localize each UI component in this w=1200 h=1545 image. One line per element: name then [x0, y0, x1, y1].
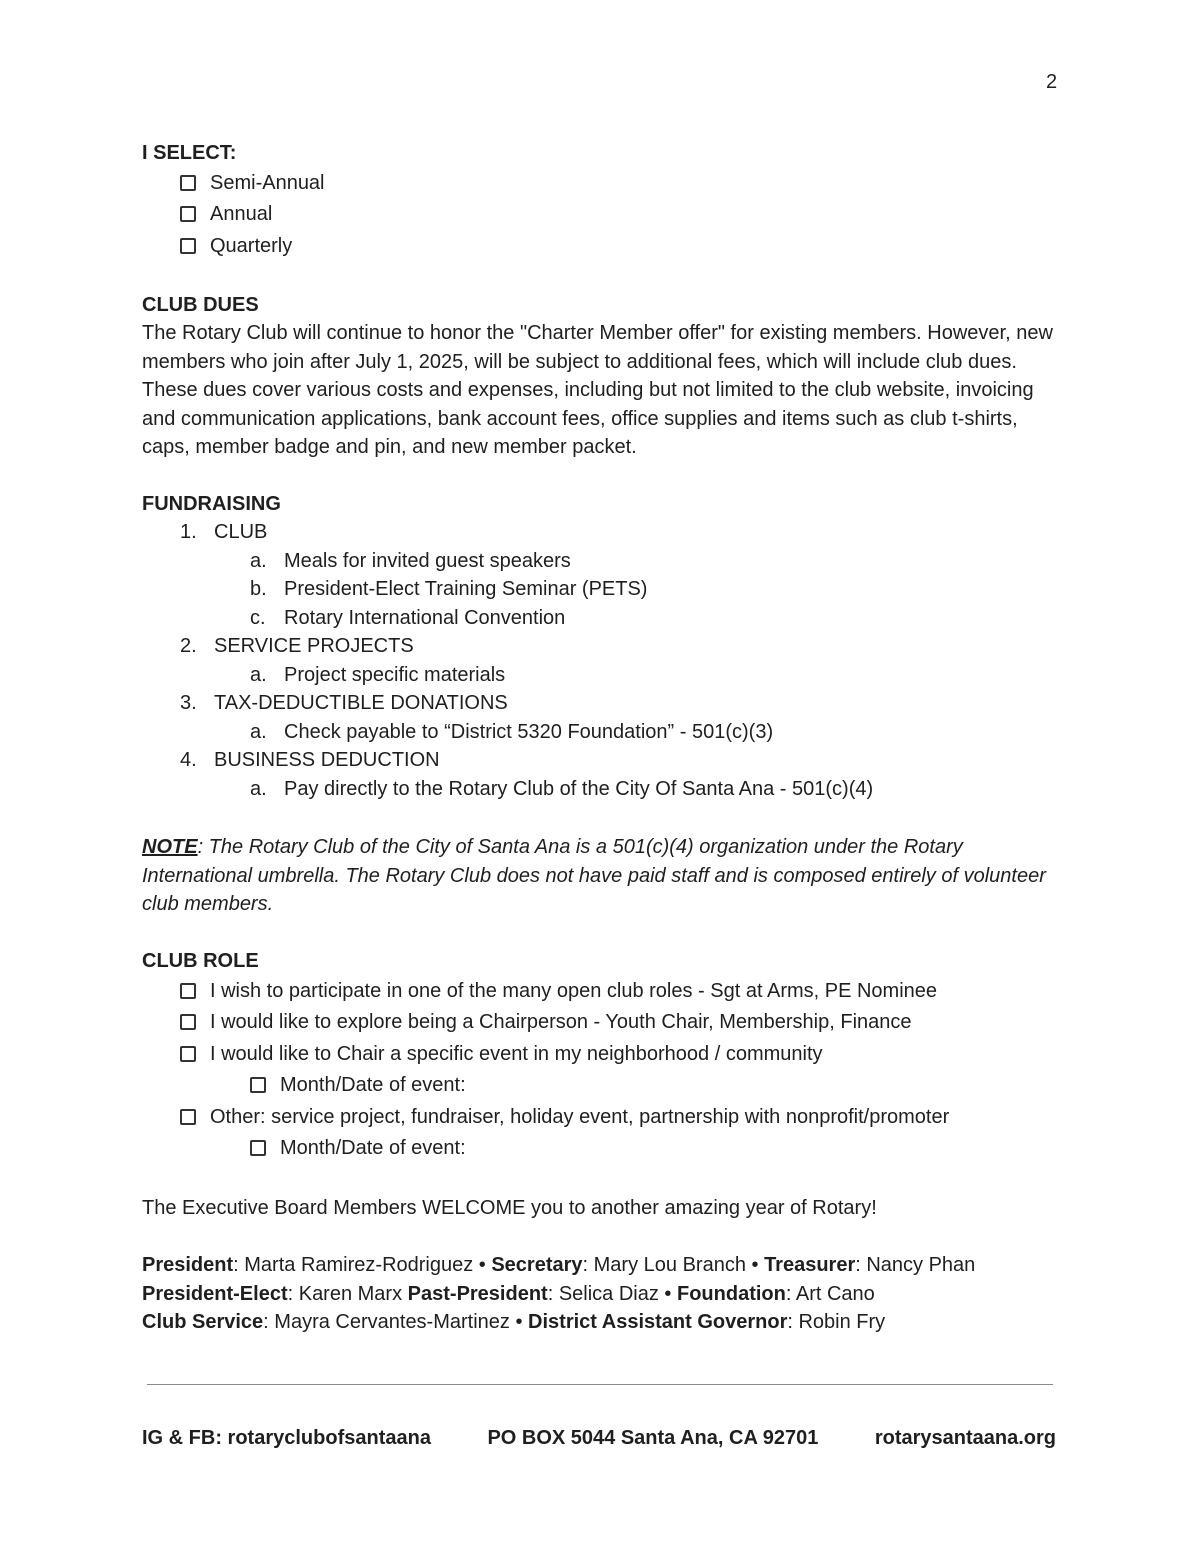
officer-role: Past-President: [407, 1282, 548, 1305]
list-letter: a.: [250, 549, 267, 572]
option-label: Other: service project, fundraiser, holiday event, partnership with nonprofit/promoter: [210, 1105, 950, 1128]
footer: [142, 1424, 1056, 1452]
list-label: Check payable to “District 5320 Foundation” - 501(c)(3): [284, 720, 774, 743]
list-label: TAX-DEDUCTIBLE DONATIONS: [214, 692, 508, 715]
checkbox[interactable]: [180, 238, 196, 254]
officer-role: President: [142, 1254, 234, 1276]
note-section: [142, 833, 1062, 919]
list-label: Rotary International Convention: [284, 606, 566, 629]
select-heading: I SELECT:: [142, 142, 237, 164]
option-label: Month/Date of event:: [280, 1074, 466, 1097]
list-item: [142, 518, 1062, 547]
note-label: NOTE: [142, 836, 198, 858]
footer-website: rotarysantaana.org: [874, 1427, 1056, 1449]
officers-line: [142, 1251, 1062, 1280]
officer-name: : Marta Ramirez-Rodriguez •: [233, 1254, 492, 1276]
officer-name: : Mary Lou Branch •: [582, 1254, 765, 1276]
checkbox[interactable]: [180, 1046, 196, 1062]
list-number: 2.: [180, 635, 197, 658]
officer-role: District Assistant Governor: [528, 1311, 788, 1333]
list-number: 4.: [180, 749, 197, 772]
list-label: President-Elect Training Seminar (PETS): [284, 578, 648, 601]
list-item: [142, 632, 1062, 661]
sub-list-item: [142, 547, 1062, 576]
role-option[interactable]: [142, 1101, 1062, 1133]
list-label: BUSINESS DEDUCTION: [214, 749, 440, 772]
officers-line: [142, 1280, 1062, 1309]
club-dues-text: The Rotary Club will continue to honor the "Charter Member offer" for existing members. However, new members who join after July 1, 2025, will be subject to additional fees, which will include club dues. These dues cover various costs and expenses, including but not limited to the club website, invoicing and communication applications, bank account fees, office supplies and items such as club t-shirts, caps, member badge and pin, and new member packet.: [142, 322, 1053, 458]
note-text: [142, 833, 1062, 919]
list-number: 3.: [180, 692, 197, 715]
footer-address: PO BOX 5044 Santa Ana, CA 92701: [487, 1427, 819, 1449]
option-label: I would like to Chair a specific event in my neighborhood / community: [210, 1042, 823, 1065]
officer-name: : Mayra Cervantes-Martinez •: [263, 1311, 529, 1333]
role-option[interactable]: [142, 1007, 1062, 1039]
select-section: [142, 139, 1062, 262]
list-letter: a.: [250, 720, 267, 743]
option-semi-annual[interactable]: [142, 167, 1062, 199]
officer-name: : Art Cano: [785, 1282, 875, 1305]
note-body: : The Rotary Club of the City of Santa Ana is a 501(c)(4) organization under the Rotary International umbrella. The Rotary Club does not have paid staff and is composed entirely of volunteer club members.: [142, 836, 1046, 915]
footer-social: IG & FB: rotaryclubofsantaana: [142, 1427, 431, 1449]
checkbox[interactable]: [250, 1140, 266, 1156]
option-annual[interactable]: [142, 199, 1062, 231]
event-date-option[interactable]: [142, 1133, 1062, 1165]
option-label: Semi-Annual: [210, 171, 325, 194]
club-role-heading: CLUB ROLE: [142, 950, 259, 972]
officer-name: : Selica Diaz •: [547, 1282, 677, 1305]
list-item: [142, 689, 1062, 718]
list-label: CLUB: [214, 521, 268, 544]
list-label: Project specific materials: [284, 663, 506, 686]
sub-list-item: [142, 604, 1062, 633]
list-label: Pay directly to the Rotary Club of the City Of Santa Ana - 501(c)(4): [284, 777, 874, 800]
welcome-text: The Executive Board Members WELCOME you to another amazing year of Rotary!: [142, 1197, 877, 1219]
list-label: SERVICE PROJECTS: [214, 635, 414, 658]
option-label: I wish to participate in one of the many open club roles - Sgt at Arms, PE Nominee: [210, 979, 938, 1002]
role-option[interactable]: [142, 975, 1062, 1007]
list-letter: a.: [250, 663, 267, 686]
list-item: [142, 746, 1062, 775]
officers-list: [142, 1251, 1062, 1337]
officer-name: : Robin Fry: [787, 1311, 886, 1333]
officer-role: Secretary: [491, 1254, 583, 1276]
club-dues-section: [142, 291, 1062, 462]
checkbox[interactable]: [180, 175, 196, 191]
club-role-section: [142, 947, 1062, 1164]
option-label: I would like to explore being a Chairperson - Youth Chair, Membership, Finance: [210, 1011, 912, 1034]
club-dues-heading: CLUB DUES: [142, 294, 259, 316]
sub-list-item: [142, 661, 1062, 690]
officer-name: : Karen Marx: [287, 1282, 408, 1305]
sub-list-item: [142, 718, 1062, 747]
checkbox[interactable]: [180, 1109, 196, 1125]
officer-role: Foundation: [677, 1282, 786, 1305]
officers-line: [142, 1308, 1062, 1337]
footer-divider: [147, 1384, 1053, 1385]
list-letter: a.: [250, 777, 267, 800]
sub-list-item: [142, 575, 1062, 604]
sub-list-item: [142, 775, 1062, 804]
option-quarterly[interactable]: [142, 230, 1062, 262]
list-letter: c.: [250, 606, 266, 629]
officer-name: : Nancy Phan: [855, 1254, 976, 1276]
option-label: Month/Date of event:: [280, 1137, 466, 1160]
checkbox[interactable]: [180, 206, 196, 222]
option-label: Annual: [210, 203, 273, 226]
checkbox[interactable]: [180, 1014, 196, 1030]
list-label: Meals for invited guest speakers: [284, 549, 571, 572]
officer-role: Treasurer: [764, 1254, 856, 1276]
officer-role: President-Elect: [142, 1282, 288, 1305]
checkbox[interactable]: [180, 983, 196, 999]
list-letter: b.: [250, 578, 267, 601]
list-number: 1.: [180, 521, 197, 544]
checkbox[interactable]: [250, 1077, 266, 1093]
event-date-option[interactable]: [142, 1070, 1062, 1102]
officer-role: Club Service: [142, 1311, 264, 1333]
fundraising-section: [142, 490, 1062, 803]
page-number: 2: [1046, 71, 1058, 93]
fundraising-heading: FUNDRAISING: [142, 493, 281, 515]
option-label: Quarterly: [210, 234, 293, 257]
role-option[interactable]: [142, 1038, 1062, 1070]
